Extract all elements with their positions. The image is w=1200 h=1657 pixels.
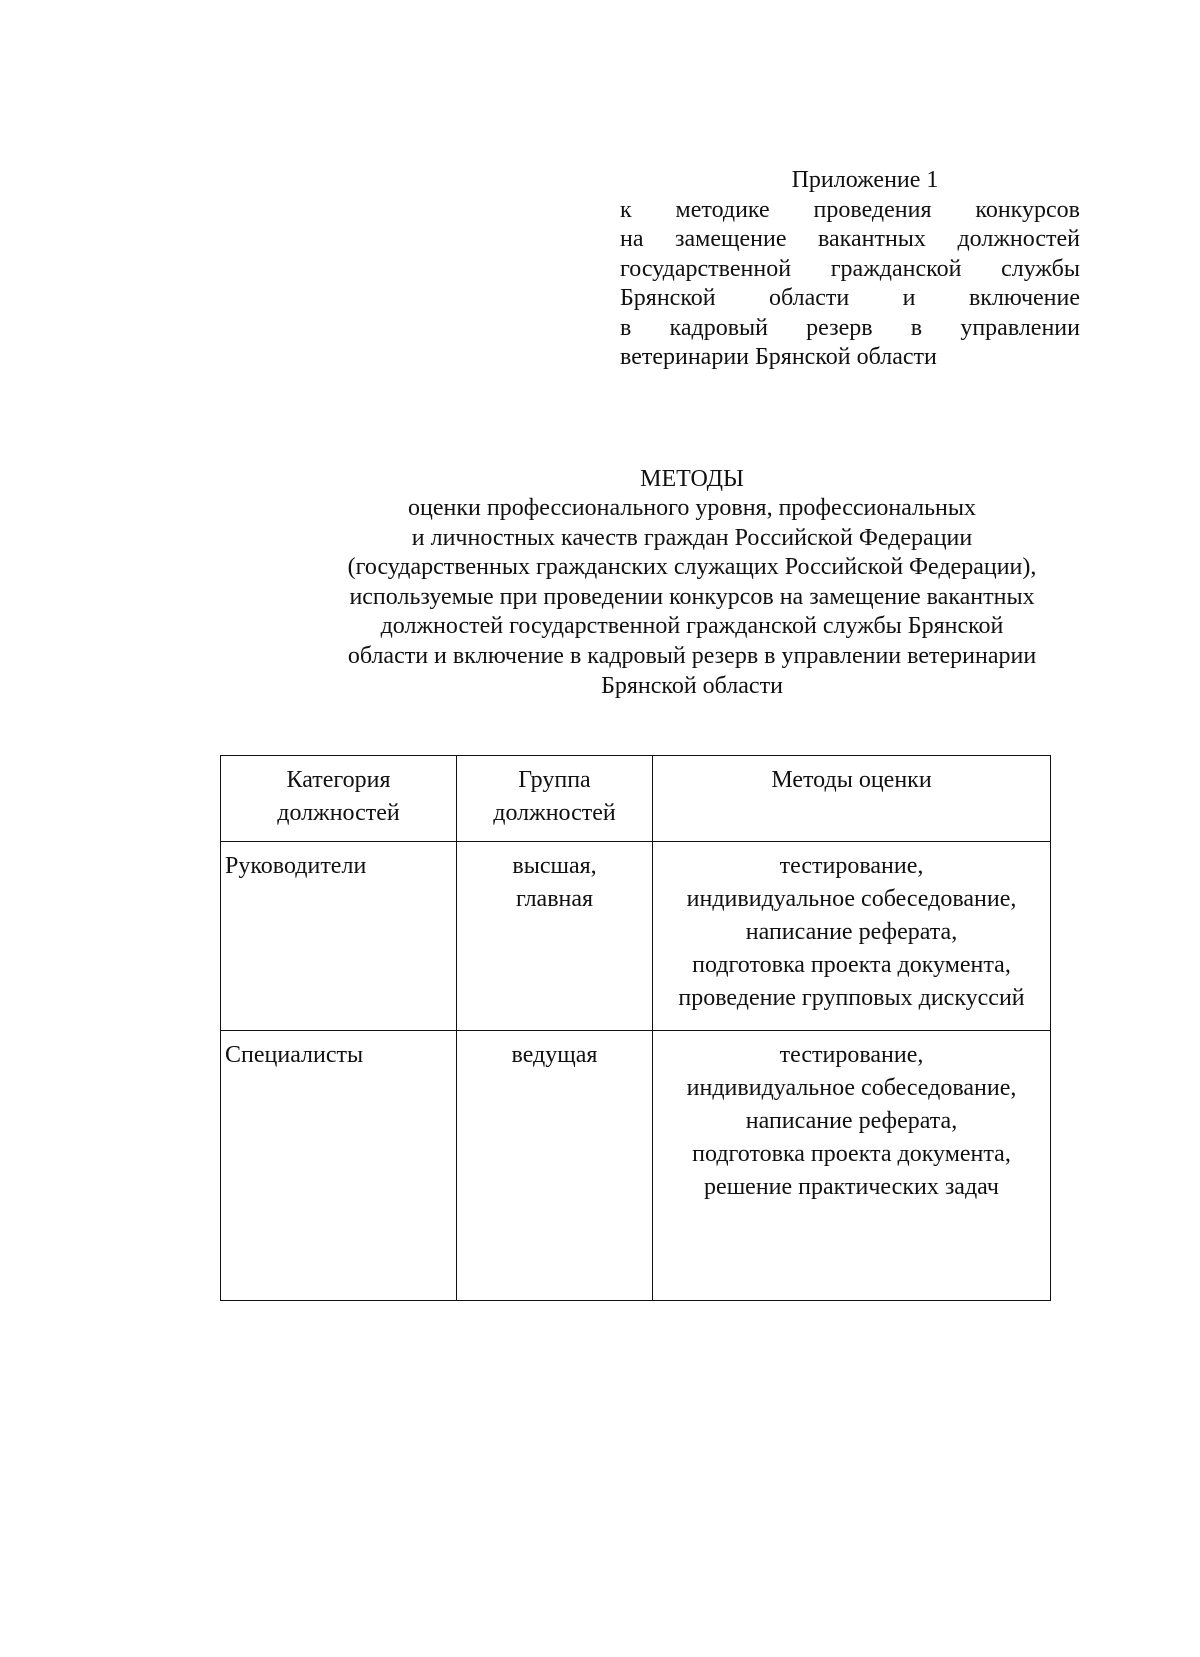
header-category-line: Категория [286, 767, 391, 793]
method-line: написание реферата, [745, 1108, 958, 1134]
method-line: индивидуальное собеседование, [686, 1075, 1017, 1101]
method-line: проведение групповых дискуссий [678, 985, 1025, 1011]
header-methods [653, 756, 1051, 842]
header-group-line: Группа [518, 767, 591, 793]
header-group [457, 756, 653, 842]
subtitle-line: и личностных качеств граждан Российской Федерации [411, 524, 973, 551]
subtitle-line: оценки профессионального уровня, профессиональных [408, 495, 976, 521]
cell-methods [653, 1031, 1051, 1301]
header-category [221, 756, 457, 842]
method-line: решение практических задач [704, 1174, 999, 1200]
appendix-line: к методике проведения конкурсов [620, 196, 1080, 223]
group-line: высшая, [512, 853, 597, 879]
group-line: главная [515, 886, 594, 912]
method-line: подготовка проекта документа, [692, 952, 1011, 978]
method-line: подготовка проекта документа, [692, 1141, 1011, 1167]
appendix-line: в кадровый резерв в управлении [620, 314, 1080, 341]
method-line: написание реферата, [745, 919, 958, 945]
method-line: индивидуальное собеседование, [686, 886, 1017, 912]
appendix-line: ветеринарии Брянской области [620, 344, 937, 370]
subtitle-line: Брянской области [601, 672, 783, 699]
appendix-block [620, 166, 1080, 373]
appendix-title: Приложение 1 [791, 167, 939, 193]
method-line: тестирование, [779, 1042, 924, 1068]
table-header-row [221, 756, 1051, 842]
appendix-line: на замещение вакантных должностей [620, 226, 1080, 252]
subtitle-line: должностей государственной гражданской службы Брянской [380, 613, 1004, 640]
methods-table [220, 755, 1051, 1301]
group-line: ведущая [511, 1042, 598, 1068]
appendix-line: государственной гражданской службы [620, 255, 1080, 282]
subtitle-line: (государственных гражданских служащих Российской Федерации), [347, 554, 1037, 581]
header-methods-line: Методы оценки [771, 767, 932, 793]
subtitle-line: используемые при проведении конкурсов на замещение вакантных [349, 583, 1035, 610]
document-subtitle [290, 494, 1094, 701]
cell-group [457, 1031, 653, 1301]
method-line: тестирование, [779, 853, 924, 879]
table-row [221, 842, 1051, 1031]
cell-group [457, 842, 653, 1031]
document-title: МЕТОДЫ [640, 466, 744, 492]
header-group-line: должностей [493, 800, 616, 826]
header-category-line: должностей [277, 800, 400, 826]
appendix-line: Брянской области и включение [620, 285, 1080, 311]
cell-methods [653, 842, 1051, 1031]
cell-category: Специалисты [221, 1031, 457, 1301]
table-row [221, 1031, 1051, 1301]
subtitle-line: области и включение в кадровый резерв в управлении ветеринарии [347, 642, 1037, 669]
cell-category: Руководители [221, 842, 457, 1031]
